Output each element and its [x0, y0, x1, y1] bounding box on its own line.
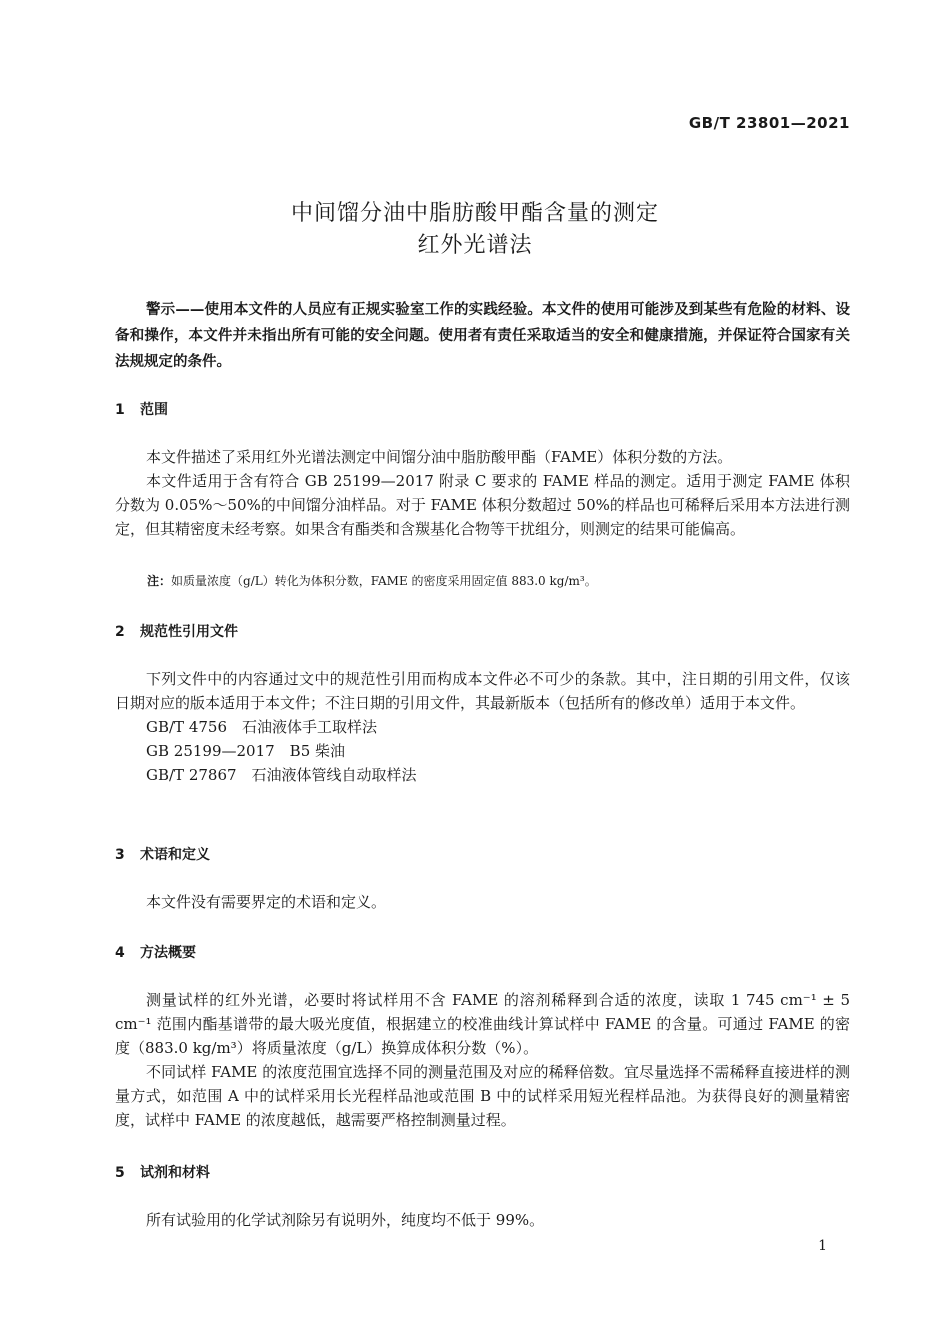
document-title: 中间馏分油中脂肪酸甲酯含量的测定 — [290, 201, 659, 226]
section-body-method-summary — [115, 988, 850, 1132]
section-number: 4 — [115, 945, 125, 961]
section-number: 5 — [115, 1165, 125, 1181]
reference-item: GB/T 4756 石油液体手工取样法 — [146, 718, 378, 736]
note-label: 注： — [147, 574, 172, 588]
paragraph: 本文件描述了采用红外光谱法测定中间馏分油中脂肪酸甲酯（FAME）体积分数的方法。 — [146, 448, 733, 466]
section-title: 方法概要 — [140, 945, 196, 961]
section-body-reagents — [115, 1208, 850, 1232]
paragraph: 测量试样的红外光谱，必要时将试样用不含 FAME 的溶剂稀释到合适的浓度，读取 1 745 cm⁻¹ ± 5 cm⁻¹ 范围内酯基谱带的最大吸光度值，根据建立的校准曲线计算试样中 FAME 的含量。可通过 FAME 的密度（883.0 kg/m³）将质量浓度（g/L）换算成体积分数（%）。 — [115, 991, 850, 1057]
section-number: 1 — [115, 402, 125, 418]
section-title: 范围 — [140, 402, 168, 418]
paragraph: 所有试验用的化学试剂除另有说明外，纯度均不低于 99%。 — [146, 1211, 545, 1229]
document-subtitle: 红外光谱法 — [417, 233, 533, 258]
paragraph: 本文件适用于含有符合 GB 25199—2017 附录 C 要求的 FAME 样品的测定。适用于测定 FAME 体积分数为 0.05%～50%的中间馏分油样品。对于 FAME 体积分数超过 50%的样品也可稀释后采用本方法进行测定，但其精密度未经考察。如果含有酯类和含羰基化合物等干扰组分，则测定的结果可能偏高。 — [115, 472, 850, 538]
section-body-scope — [115, 445, 850, 541]
section-number: 3 — [115, 847, 125, 863]
section-heading-reagents — [115, 1162, 210, 1182]
paragraph: 下列文件中的内容通过文中的规范性引用而构成本文件必不可少的条款。其中，注日期的引用文件，仅该日期对应的版本适用于本文件；不注日期的引用文件，其最新版本（包括所有的修改单）适用于本文件。 — [115, 670, 850, 712]
section-body-terms — [115, 890, 850, 914]
reference-item: GB 25199—2017 B5 柴油 — [146, 742, 345, 760]
section-title: 试剂和材料 — [140, 1165, 210, 1181]
standard-code: GB/T 23801—2021 — [688, 114, 850, 132]
section-heading-normative-references — [115, 621, 238, 641]
section-heading-terms — [115, 844, 210, 864]
section-body-normative-references — [115, 667, 850, 787]
section-heading-method-summary — [115, 942, 196, 962]
note — [147, 572, 597, 589]
note-text: 如质量浓度（g/L）转化为体积分数，FAME 的密度采用固定值 883.0 kg/m³。 — [171, 574, 597, 588]
section-title: 规范性引用文件 — [140, 624, 238, 640]
page-number: 1 — [818, 1238, 827, 1254]
paragraph: 不同试样 FAME 的浓度范围宜选择不同的测量范围及对应的稀释倍数。宜尽量选择不需稀释直接进样的测量方式，如范围 A 中的试样采用长光程样品池或范围 B 中的试样采用短光程样品池。为获得良好的测量精密度，试样中 FAME 的浓度越低，越需要严格控制测量过程。 — [115, 1063, 850, 1129]
section-title: 术语和定义 — [140, 847, 210, 863]
warning-paragraph: 警示——使用本文件的人员应有正规实验室工作的实践经验。本文件的使用可能涉及到某些有危险的材料、设备和操作，本文件并未指出所有可能的安全问题。使用者有责任采取适当的安全和健康措施，并保证符合国家有关法规规定的条件。 — [115, 302, 850, 370]
paragraph: 本文件没有需要界定的术语和定义。 — [146, 893, 387, 911]
section-heading-scope — [115, 399, 168, 419]
section-number: 2 — [115, 624, 125, 640]
reference-item: GB/T 27867 石油液体管线自动取样法 — [146, 766, 417, 784]
